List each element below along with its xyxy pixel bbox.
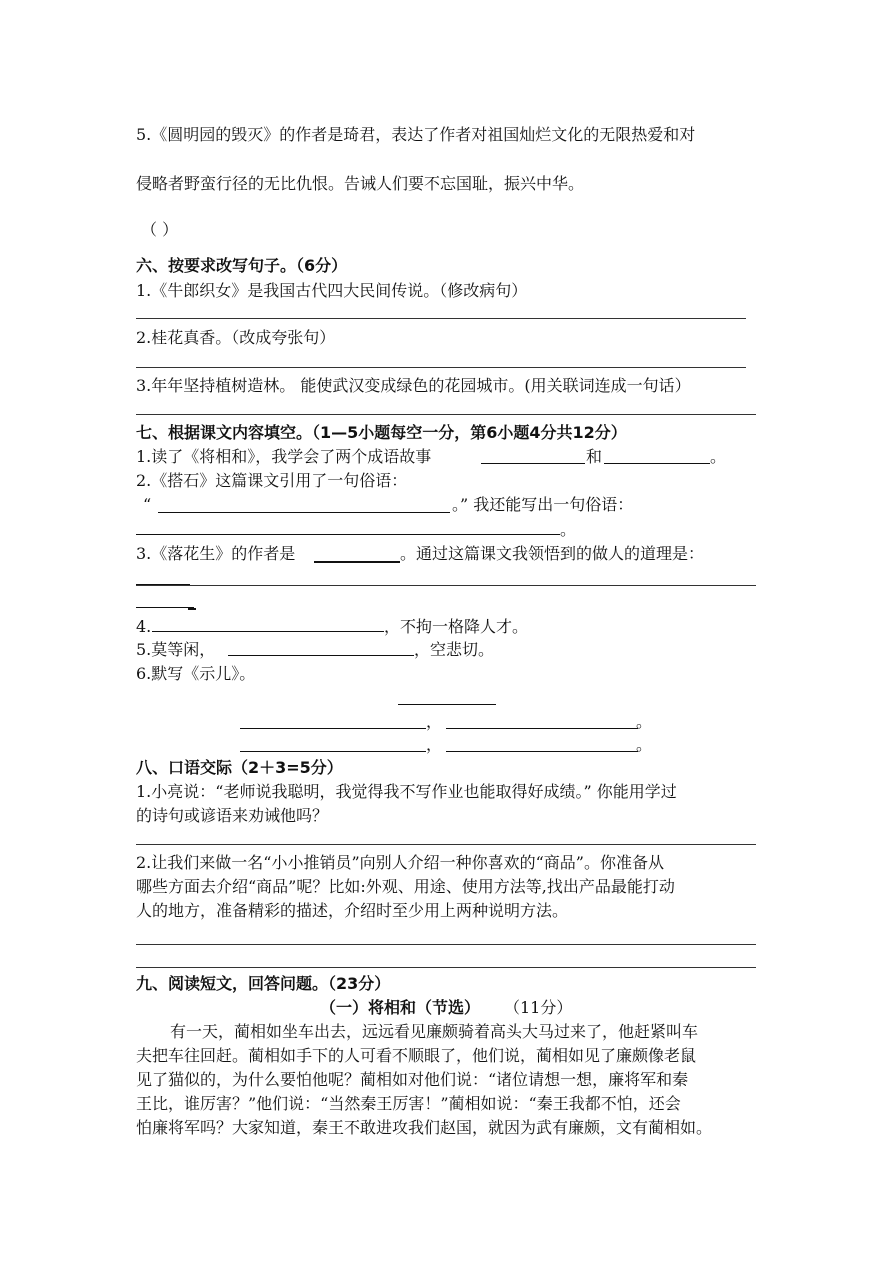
sec6-item2: 2.桂花真香。（改成夸张句）: [136, 328, 336, 347]
sec8-item2-line3: 人的地方，准备精彩的描述，介绍时至少用上两种说明方法。: [136, 901, 569, 920]
section-9-title: 九、阅读短文，回答问题。（23分）: [136, 974, 391, 993]
passage-score: （11分）: [504, 998, 573, 1017]
sec7-item3-answer-line[interactable]: [136, 585, 756, 586]
poem-line-1-blank-b[interactable]: [446, 728, 638, 729]
q5-line1: 5.《圆明园的毁灭》的作者是琦君，表达了作者对祖国灿烂文化的无限热爱和对: [136, 125, 696, 144]
sec8-item2-answer-line-1[interactable]: [136, 944, 756, 945]
passage-line-3: 见了猫似的，为什么要怕他呢？蔺相如对他们说：“诸位请想一想，廉将军和秦: [136, 1070, 689, 1089]
section-7-title: 七、根据课文内容填空。（1—5小题每空一分，第6小题4分共12分）: [136, 423, 627, 442]
sec7-item2-blank-1[interactable]: [158, 512, 450, 513]
passage-line-5: 怕廉将军吗？大家知道，秦王不敢进攻我们赵国，就因为武有廉颇，文有蔺相如。: [136, 1118, 713, 1137]
q5-line2: 侵略者野蛮行径的无比仇恨。告诫人们要不忘国耻，振兴中华。: [136, 174, 585, 193]
sec8-item1-answer-line[interactable]: [136, 844, 756, 845]
sec7-item2-blank-2[interactable]: [136, 534, 560, 535]
sec7-item3-blank-author[interactable]: [314, 561, 400, 563]
sec7-item4-text: ，不拘一格降人才。: [384, 617, 529, 636]
sec7-item3-text: 3.《落花生》的作者是: [136, 544, 296, 563]
sec6-answer-line-1[interactable]: [136, 318, 746, 319]
sec7-item3-blank-end-mark: [188, 608, 196, 610]
sec7-item5-blank[interactable]: [228, 655, 414, 656]
sec7-item5-text: 5.莫等闲，: [136, 640, 216, 659]
poem-line-1-comma: ，: [426, 712, 443, 731]
sec6-answer-line-3[interactable]: [136, 414, 756, 415]
sec7-item4-blank[interactable]: [152, 631, 384, 632]
sec6-answer-line-2[interactable]: [136, 367, 746, 368]
sec7-item5-text-2: ，空悲切。: [414, 640, 495, 659]
section-6-title: 六、按要求改写句子。（6分）: [136, 256, 348, 275]
sec6-item3: 3.年年坚持植树造林。 能使武汉变成绿色的花园城市。(用关联词连成一句话）: [136, 376, 691, 395]
poem-line-2-period: 。: [636, 735, 653, 754]
sec8-item2-answer-line-2[interactable]: [136, 967, 756, 968]
sec7-item1-blank-1[interactable]: [481, 463, 585, 464]
passage-title: （一）将相和（节选）: [320, 998, 481, 1017]
sec7-item2-text: 2.《搭石》这篇课文引用了一句俗语：: [136, 471, 408, 490]
passage-line-4: 王比，谁厉害？”他们说：“当然秦王厉害！”蔺相如说：“秦王我都不怕，还会: [136, 1094, 681, 1113]
passage-line-1: 有一天，蔺相如坐车出去，远远看见廉颇骑着高头大马过来了，他赶紧叫车: [170, 1022, 699, 1041]
sec7-item3-blank-end[interactable]: [136, 607, 194, 608]
poem-title-blank[interactable]: [398, 704, 496, 705]
passage-line-2: 夫把车往回赶。蔺相如手下的人可看不顺眼了，他们说，蔺相如见了廉颇像老鼠: [136, 1046, 697, 1065]
sec6-item1: 1.《牛郎织女》是我国古代四大民间传说。（修改病句）: [136, 281, 528, 300]
poem-line-2-blank-a[interactable]: [240, 751, 426, 752]
sec8-item2-line2: 哪些方面去介绍“商品”呢？比如:外观、用途、使用方法等,找出产品最能打动: [136, 877, 675, 896]
sec7-item3-text-2: 。通过这篇课文我领悟到的做人的道理是：: [400, 544, 705, 563]
poem-line-1-period: 。: [636, 712, 653, 731]
poem-line-1-blank-a[interactable]: [240, 728, 426, 729]
poem-line-2-blank-b[interactable]: [446, 751, 638, 752]
sec8-item2-line1: 2.让我们来做一名“小小推销员”向别人介绍一种你喜欢的“商品”。你准备从: [136, 853, 664, 872]
poem-line-2-comma: ，: [426, 735, 443, 754]
sec7-item2-close: 。” 我还能写出一句俗语：: [452, 495, 634, 514]
sec7-item2-end: 。: [560, 520, 577, 539]
sec7-item6-text: 6.默写《示儿》。: [136, 664, 256, 683]
sec7-item1-and: 和: [586, 447, 603, 466]
sec8-item1-line2: 的诗句或谚语来劝诫他吗？: [136, 806, 329, 825]
sec7-item2-open-quote: “: [143, 495, 152, 514]
sec7-item1-end: 。: [710, 447, 727, 466]
section-8-title: 八、口语交际（2＋3=5分）: [136, 758, 343, 777]
sec7-item1-blank-2[interactable]: [604, 463, 710, 464]
q5-answer-bracket[interactable]: （ ）: [141, 220, 179, 239]
sec7-item4-num: 4.: [136, 617, 152, 636]
sec7-item1-text: 1.读了《将相和》，我学会了两个成语故事: [136, 447, 432, 466]
sec8-item1-line1: 1.小亮说：“老师说我聪明，我觉得我不写作业也能取得好成绩。” 你能用学过: [136, 782, 677, 801]
